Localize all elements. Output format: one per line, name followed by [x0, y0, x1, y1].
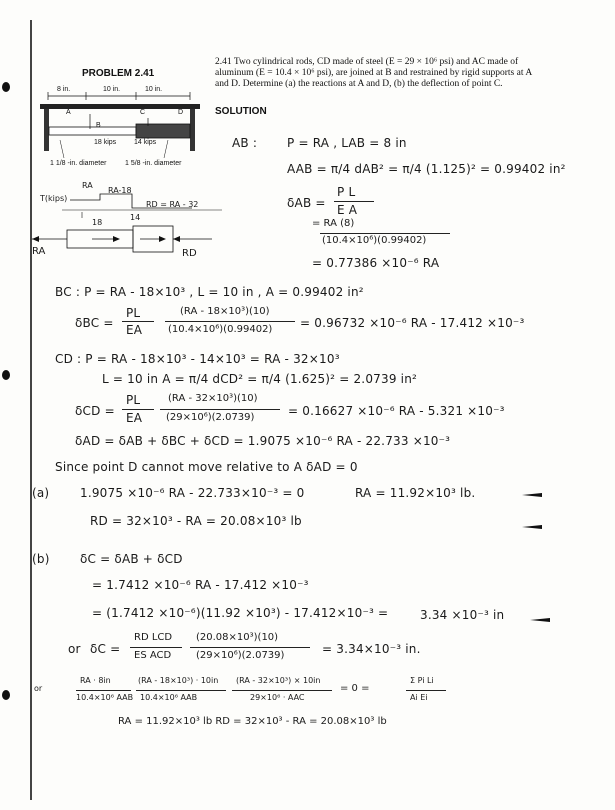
problem-statement: 2.41 Two cylindrical rods, CD made of steel (E = 29 × 10⁶ psi) and AC made of aluminum (E = 10.4 × 10⁶ psi), are joined at B and restrained by rigid supports at A and D. Determine (a) the reactions at A and D, (b) the deflection of point C.: [215, 57, 532, 89]
fraction-bar: [334, 201, 374, 202]
fraction-bar: [160, 409, 280, 410]
load-14-kips: 14 kips: [134, 139, 157, 146]
cd-line-1: CD : P = RA - 18×10³ - 14×10³ = RA - 32×10³: [55, 352, 340, 366]
cd-delta-den1: EA: [126, 411, 143, 425]
load-18-kips: 18 kips: [94, 139, 117, 146]
sketch-14: 14: [130, 213, 141, 222]
sketch-ra-top: RA: [82, 181, 93, 190]
bc-line-1: BC : P = RA - 18×10³ , L = 10 in , A = 0.99402 in²: [55, 285, 364, 299]
point-c-label: C: [140, 109, 146, 116]
part-b-line-1: δC = δAB + δCD: [80, 552, 183, 566]
bc-delta-lhs: δBC =: [75, 316, 114, 330]
sketch-rd-equation: RD = RA - 32: [146, 200, 199, 209]
binding-hole-mark: [2, 82, 10, 92]
sketch-ra-left: RA: [32, 246, 46, 257]
dim-bc: 10 in.: [103, 86, 121, 93]
part-b-num1: RD LCD: [134, 632, 173, 643]
fraction-bar: [122, 409, 154, 410]
part-b-den2: (29×10⁶)(2.0739): [196, 650, 285, 661]
bc-delta-den2: (10.4×10⁶)(0.99402): [168, 324, 273, 335]
sketch-t-label: T(kips): [40, 194, 68, 203]
alt-eq-zero: = 0 =: [340, 683, 370, 694]
alt-term3-den: 29×10⁶ · AAC: [250, 693, 305, 702]
ad-line-1: δAD = δAB + δBC + δCD = 1.9075 ×10⁻⁶ RA - 22.733 ×10⁻³: [75, 434, 451, 448]
fraction-bar: [190, 647, 310, 648]
alt-or: or: [34, 684, 43, 693]
ab-sub-den: (10.4×10⁶)(0.99402): [322, 235, 427, 246]
ab-sub-num: = RA (8): [312, 218, 355, 229]
part-b-or: or: [68, 642, 81, 656]
cd-delta-num2: (RA - 32×10³)(10): [168, 393, 258, 404]
part-a-line-1: 1.9075 ×10⁻⁶ RA - 22.733×10⁻³ = 0: [80, 486, 305, 500]
alt-final-results: RA = 11.92×10³ lb RD = 32×10³ - RA = 20.08×10³ lb: [118, 716, 387, 727]
bc-result: = 0.96732 ×10⁻⁶ RA - 17.412 ×10⁻³: [300, 316, 525, 330]
sketch-18: 18: [92, 218, 103, 227]
ab-delta-num: P L: [337, 185, 356, 199]
cd-delta-lhs: δCD =: [75, 404, 115, 418]
alt-sum-den: Ai Ei: [410, 693, 428, 702]
binding-hole-mark: [2, 690, 10, 700]
diameter-left-label: 1 1/8 -in. diameter: [50, 160, 107, 167]
sketch-ra-minus-18: RA-18: [108, 186, 132, 195]
alt-term2-den: 10.4×10⁶ AAB: [140, 693, 198, 702]
cd-delta-num1: PL: [126, 393, 141, 407]
fraction-bar: [130, 647, 182, 648]
fraction-bar: [136, 690, 226, 691]
part-b-num2: (20.08×10³)(10): [196, 632, 279, 643]
ab-delta-den: E A: [337, 203, 358, 217]
binding-hole-mark: [2, 370, 10, 380]
dim-cd: 10 in.: [145, 86, 163, 93]
part-b-delta-lhs: δC =: [90, 642, 121, 656]
solution-heading: SOLUTION: [215, 106, 267, 117]
ab-line-1: P = RA , LAB = 8 in: [287, 136, 407, 150]
tension-sketch: [32, 180, 232, 265]
ab-result: = 0.77386 ×10⁻⁶ RA: [312, 256, 440, 270]
part-b-line-2: = 1.7412 ×10⁻⁶ RA - 17.412 ×10⁻³: [92, 578, 309, 592]
part-a-answer-ra: RA = 11.92×10³ lb.: [355, 486, 476, 500]
point-a-label: A: [66, 109, 71, 116]
diameter-right-label: 1 5/8 -in. diameter: [125, 160, 182, 167]
alt-term1-num: RA · 8in: [80, 676, 111, 685]
part-b-den1: ES ACD: [134, 650, 172, 661]
point-d-label: D: [178, 109, 184, 116]
ad-line-2: Since point D cannot move relative to A δAD = 0: [55, 460, 358, 474]
fraction-bar: [122, 321, 154, 322]
ab-line-2: AAB = π/4 dAB² = π/4 (1.125)² = 0.99402 in²: [287, 162, 566, 176]
fraction-bar: [76, 690, 131, 691]
cd-result: = 0.16627 ×10⁻⁶ RA - 5.321 ×10⁻³: [288, 404, 505, 418]
ab-label: AB :: [232, 136, 258, 150]
alt-term2-num: (RA - 18×10³) · 10in: [138, 676, 219, 685]
fraction-bar: [406, 690, 446, 691]
part-b-answer-1: 3.34 ×10⁻³ in: [420, 608, 505, 622]
fraction-bar: [165, 321, 295, 322]
dim-ab: 8 in.: [57, 86, 71, 93]
cd-line-2: L = 10 in A = π/4 dCD² = π/4 (1.625)² = 2.0739 in²: [102, 372, 418, 386]
cd-delta-den2: (29×10⁶)(2.0739): [166, 412, 255, 423]
sketch-rd-right: RD: [182, 248, 197, 259]
part-b-label: (b): [32, 552, 50, 566]
bc-delta-num1: PL: [126, 306, 141, 320]
problem-title: PROBLEM 2.41: [82, 68, 155, 79]
fraction-bar: [320, 233, 450, 234]
point-b-label: B: [96, 122, 101, 129]
bc-delta-den1: EA: [126, 323, 143, 337]
part-b-answer-2: = 3.34×10⁻³ in.: [322, 642, 421, 656]
alt-term1-den: 10.4×10⁶ AAB: [76, 693, 134, 702]
ab-delta-lhs: δAB =: [287, 196, 326, 210]
bc-delta-num2: (RA - 18×10³)(10): [180, 306, 270, 317]
fraction-bar: [232, 690, 332, 691]
part-a-answer-rd: RD = 32×10³ - RA = 20.08×10³ lb: [90, 514, 302, 528]
part-b-line-3: = (1.7412 ×10⁻⁶)(11.92 ×10³) - 17.412×10⁻³ =: [92, 606, 389, 620]
part-a-label: (a): [32, 486, 50, 500]
alt-term3-num: (RA - 32×10³) × 10in: [236, 676, 321, 685]
alt-sum-num: Σ Pi Li: [410, 676, 434, 685]
